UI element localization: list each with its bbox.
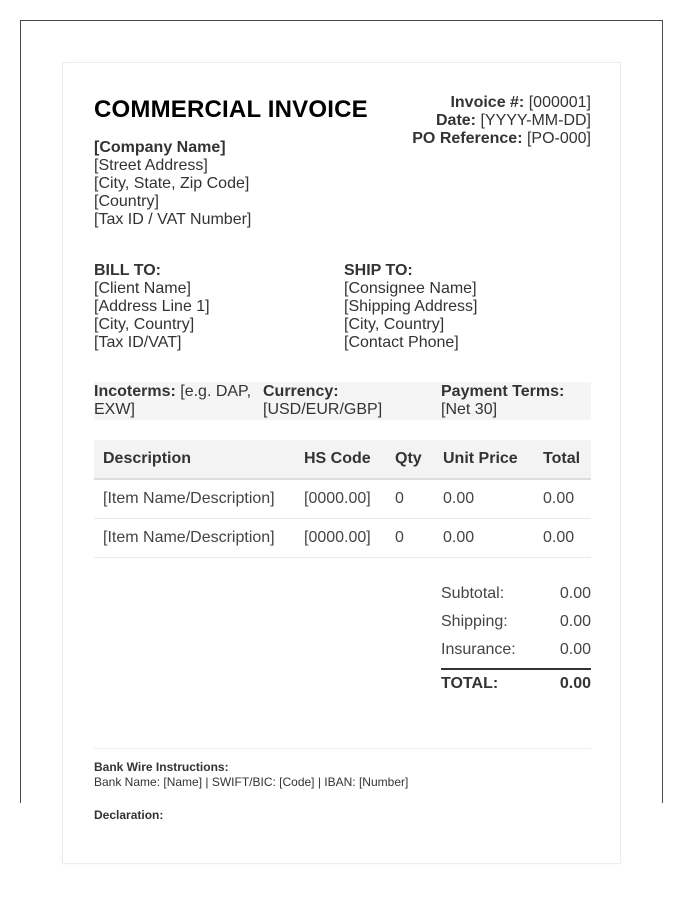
grand-total-row (441, 668, 591, 696)
item-hs-code: [0000.00] (295, 519, 386, 558)
ship-to-city: [City, Country] (344, 316, 445, 333)
item-total: 0.00 (534, 479, 591, 519)
currency-label: Currency: (263, 383, 339, 400)
invoice-footer (94, 748, 591, 823)
line-items-table (94, 440, 591, 558)
item-hs-code: [0000.00] (295, 479, 386, 519)
company-street: [Street Address] (94, 157, 208, 174)
ship-to-heading: SHIP TO: (344, 262, 413, 279)
grand-total-value: 0.00 (559, 675, 591, 692)
item-qty: 0 (386, 519, 434, 558)
header-row (94, 440, 591, 479)
invoice-date-line (412, 112, 591, 130)
company-country: [Country] (94, 193, 159, 210)
bank-wire-heading: Bank Wire Instructions: (94, 760, 229, 774)
declaration-heading: Declaration: (94, 808, 164, 822)
invoice-date-label: Date: (436, 112, 477, 129)
item-total: 0.00 (534, 519, 591, 558)
ship-to-block (344, 262, 477, 352)
bill-to-tax: [Tax ID/VAT] (94, 334, 182, 351)
insurance-row (441, 638, 591, 666)
currency-value: [USD/EUR/GBP] (263, 401, 383, 418)
table-row (94, 519, 591, 558)
company-tax-id: [Tax ID / VAT Number] (94, 211, 252, 228)
item-description: [Item Name/Description] (94, 519, 295, 558)
invoice-sheet (62, 62, 621, 864)
table-row (94, 479, 591, 519)
column-header-total: Total (534, 440, 591, 479)
bill-to-city: [City, Country] (94, 316, 195, 333)
invoice-number-value: [000001] (528, 94, 591, 111)
column-header-unit-price: Unit Price (434, 440, 534, 479)
invoice-number-label: Invoice #: (450, 94, 525, 111)
line-items-header (94, 440, 591, 479)
parties-section (94, 262, 591, 374)
line-items-body (94, 479, 591, 558)
company-block (94, 139, 251, 229)
invoice-date-value: [YYYY-MM-DD] (480, 112, 591, 129)
column-header-qty: Qty (386, 440, 434, 479)
insurance-label: Insurance: (441, 641, 516, 658)
item-unit-price: 0.00 (434, 519, 534, 558)
company-city: [City, State, Zip Code] (94, 175, 250, 192)
bank-wire-details: Bank Name: [Name] | SWIFT/BIC: [Code] | IBAN: [Number] (94, 775, 409, 789)
invoice-title: COMMERCIAL INVOICE (94, 96, 368, 123)
bill-to-name: [Client Name] (94, 280, 191, 297)
po-reference-label: PO Reference: (412, 130, 523, 147)
terms-bar (94, 382, 591, 420)
invoice-meta (412, 94, 591, 148)
column-header-hs-code: HS Code (295, 440, 386, 479)
po-reference-value: [PO-000] (526, 130, 591, 147)
subtotal-row (441, 582, 591, 610)
company-name: [Company Name] (94, 139, 226, 156)
subtotal-value: 0.00 (559, 585, 591, 602)
invoice-number-line (412, 94, 591, 112)
bill-to-address: [Address Line 1] (94, 298, 210, 315)
shipping-value: 0.00 (559, 613, 591, 630)
item-unit-price: 0.00 (434, 479, 534, 519)
incoterms-value: [e.g. DAP, EXW] (94, 383, 252, 418)
currency-cell (263, 383, 433, 419)
document-frame (20, 20, 663, 822)
ship-to-phone: [Contact Phone] (344, 334, 459, 351)
item-description: [Item Name/Description] (94, 479, 295, 519)
payment-terms-value: [Net 30] (441, 401, 498, 418)
incoterms-cell (94, 383, 259, 419)
bill-to-heading: BILL TO: (94, 262, 161, 279)
column-header-description: Description (94, 440, 295, 479)
invoice-header (94, 94, 591, 244)
insurance-value: 0.00 (559, 641, 591, 658)
grand-total-label: TOTAL: (441, 675, 499, 692)
totals-block (441, 582, 591, 696)
po-reference-line (412, 130, 591, 148)
item-qty: 0 (386, 479, 434, 519)
bill-to-block (94, 262, 210, 352)
ship-to-address: [Shipping Address] (344, 298, 478, 315)
shipping-label: Shipping: (441, 613, 508, 630)
invoice-content (94, 94, 591, 823)
subtotal-label: Subtotal: (441, 585, 505, 602)
incoterms-label: Incoterms: (94, 383, 176, 400)
shipping-row (441, 610, 591, 638)
payment-terms-label: Payment Terms: (441, 383, 565, 400)
payment-terms-cell (441, 383, 591, 419)
ship-to-name: [Consignee Name] (344, 280, 477, 297)
